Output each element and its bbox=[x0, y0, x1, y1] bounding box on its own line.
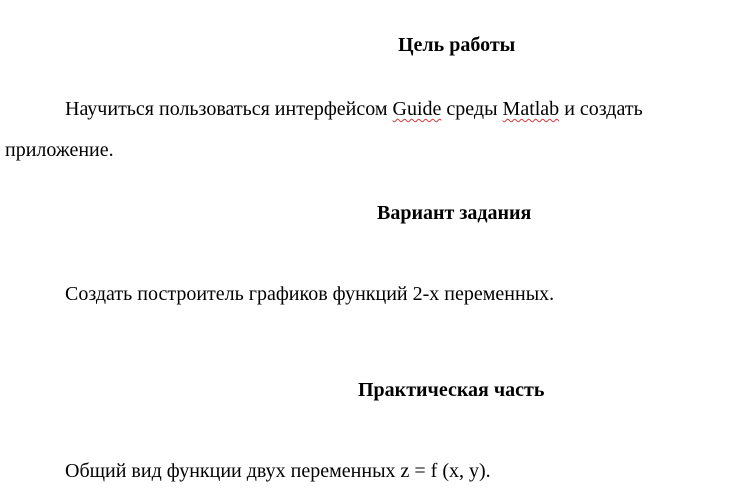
paragraph-goal-text-part2: среды bbox=[441, 98, 503, 120]
paragraph-goal-line2: приложение. bbox=[5, 139, 114, 161]
misspelled-word-guide[interactable]: Guide bbox=[392, 98, 442, 120]
paragraph-goal-line1 bbox=[65, 97, 643, 121]
paragraph-variant: Создать построитель графиков функций 2-х переменных. bbox=[65, 283, 555, 305]
heading-goal: Цель работы bbox=[398, 34, 516, 56]
misspelled-word-matlab[interactable]: Matlab bbox=[502, 98, 560, 120]
heading-practice: Практическая часть bbox=[358, 379, 545, 401]
paragraph-goal-text-part3: и создать bbox=[559, 98, 643, 120]
heading-variant: Вариант задания bbox=[377, 202, 532, 224]
paragraph-practice: Общий вид функции двух переменных z = f (x, y). bbox=[65, 460, 491, 482]
paragraph-goal-text-part1: Научиться пользоваться интерфейсом bbox=[65, 98, 393, 120]
